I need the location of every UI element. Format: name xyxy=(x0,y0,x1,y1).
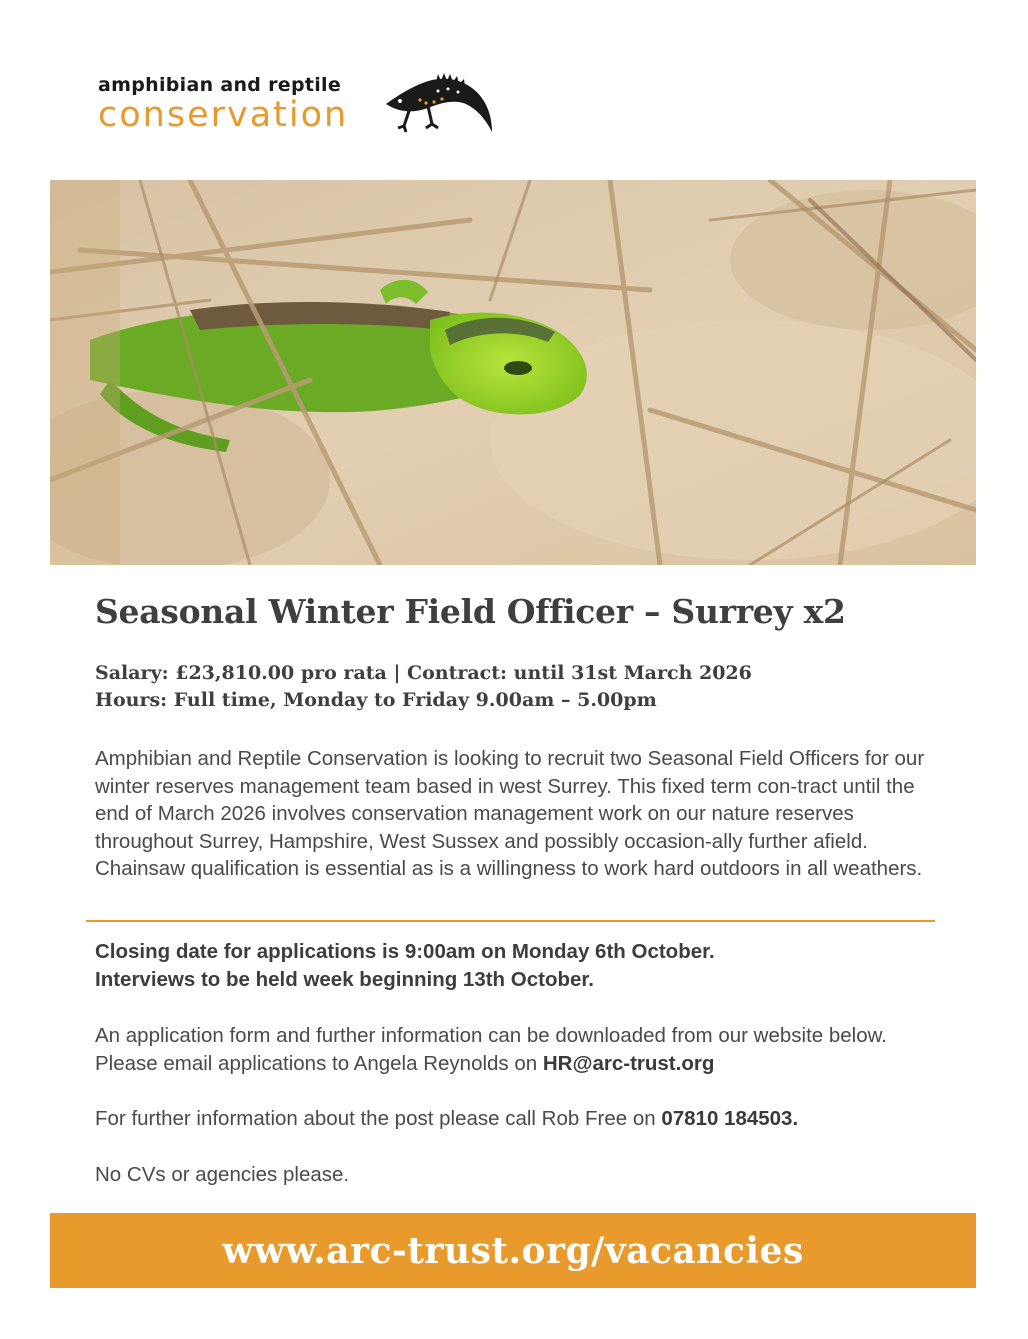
job-description: Amphibian and Reptile Conservation is looking to recruit two Seasonal Field Officers for our winter reserves management team based in west Surrey. This fixed term con-tract until the end of March 2026 involves conservation management work on our nature reserves throughout Surrey, Hampshire, West Sussex and possibly occasion-ally further afield. Chainsaw qualification is essential as is a willingness to work hard outdoors in all weathers. xyxy=(95,747,925,880)
logo-text-line1: amphibian and reptile xyxy=(98,74,342,96)
vacancies-url-link[interactable]: www.arc-trust.org/vacancies xyxy=(222,1229,804,1272)
interview-date-line: Interviews to be held week beginning 13th October. xyxy=(95,967,594,991)
salary-contract-line: Salary: £23,810.00 pro rata | Contract: until 31st March 2026 xyxy=(95,662,752,684)
logo-text-line2: conservation xyxy=(98,95,349,135)
lizard-photo xyxy=(50,180,976,565)
application-text: An application form and further information can be downloaded from our website below. Please email applications to Angela Reynolds on xyxy=(95,1024,887,1075)
no-cvs-note: No CVs or agencies please. xyxy=(95,1163,350,1186)
contact-text: For further information about the post please call Rob Free on xyxy=(95,1107,662,1130)
closing-date-line: Closing date for applications is 9:00am on Monday 6th October. xyxy=(95,940,715,963)
hours-line: Hours: Full time, Monday to Friday 9.00am – 5.00pm xyxy=(95,689,657,711)
application-info xyxy=(95,1022,930,1077)
organisation-logo xyxy=(98,70,498,140)
contact-phone[interactable]: 07810 184503. xyxy=(661,1107,799,1130)
closing-info xyxy=(95,938,930,993)
newt-icon xyxy=(380,70,498,138)
footer-banner xyxy=(50,1213,976,1288)
job-title: Seasonal Winter Field Officer – Surrey x2 xyxy=(95,592,846,631)
application-email-link[interactable]: HR@arc-trust.org xyxy=(542,1051,715,1075)
section-divider xyxy=(86,920,935,922)
job-meta xyxy=(95,660,752,714)
contact-info xyxy=(95,1105,930,1133)
